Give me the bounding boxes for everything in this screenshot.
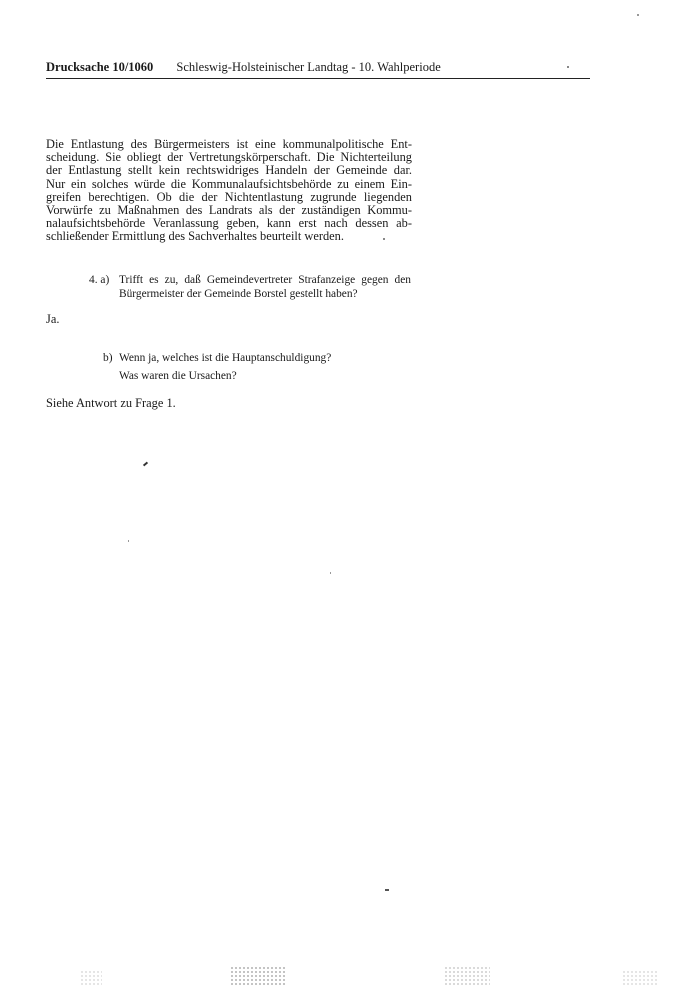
question-4b xyxy=(103,352,403,387)
scan-speck xyxy=(143,462,148,467)
scan-speck xyxy=(637,14,639,16)
scan-speck xyxy=(383,238,385,240)
scan-speck xyxy=(128,540,129,542)
parliament-title: Schleswig-Holsteinischer Landtag - 10. Wahlperiode xyxy=(176,60,441,74)
scan-noise xyxy=(444,966,490,986)
scan-speck xyxy=(330,572,331,574)
scan-noise xyxy=(622,970,658,986)
paragraph-line: Nur ein solches würde die Kommunalaufsichtsbehörde zu einem Ein- xyxy=(46,176,412,191)
scan-noise xyxy=(230,966,286,986)
scan-noise xyxy=(80,970,102,986)
question-line: Bürgermeister der Gemeinde Borstel gestellt haben? xyxy=(119,287,358,300)
question-4b-text xyxy=(119,352,331,387)
scan-speck xyxy=(385,889,389,891)
answer-4a: Ja. xyxy=(46,312,60,326)
paragraph-line: Die Entlastung des Bürgermeisters ist eine kommunalpolitische Ent- xyxy=(46,137,412,151)
paragraph-line: Vorwürfe zu Maßnahmen des Landrats als der zuständigen Kommu- xyxy=(46,203,412,218)
question-4a-label: 4. a) xyxy=(89,274,110,286)
paragraph-line: scheidung. Sie obliegt der Vertretungskörperschaft. Die Nichterteilung xyxy=(46,150,412,165)
body-paragraph xyxy=(46,138,412,244)
scan-speck xyxy=(567,66,569,68)
document-number: Drucksache 10/1060 xyxy=(46,60,154,74)
question-4b-label: b) xyxy=(103,352,113,364)
paragraph-line: schließender Ermittlung des Sachverhaltes beurteilt werden. xyxy=(46,229,344,244)
question-line: Trifft es zu, daß Gemeindevertreter Strafanzeige gegen den xyxy=(119,274,411,286)
paragraph-line: nalaufsichtsbehörde Veranlassung geben, kann erst nach dessen ab- xyxy=(46,216,412,231)
question-line: Was waren die Ursachen? xyxy=(119,369,237,382)
question-line: Wenn ja, welches ist die Hauptanschuldigung? xyxy=(119,352,332,364)
question-4a-text xyxy=(119,274,411,301)
paragraph-line: der Entlastung stellt kein rechtswidriges Handeln der Gemeinde dar. xyxy=(46,163,412,178)
paragraph-line: greifen berechtigen. Ob die der Nichtentlastung zugrunde liegenden xyxy=(46,189,412,204)
answer-4b: Siehe Antwort zu Frage 1. xyxy=(46,396,176,410)
question-4a xyxy=(89,274,411,301)
page-header xyxy=(46,58,590,79)
